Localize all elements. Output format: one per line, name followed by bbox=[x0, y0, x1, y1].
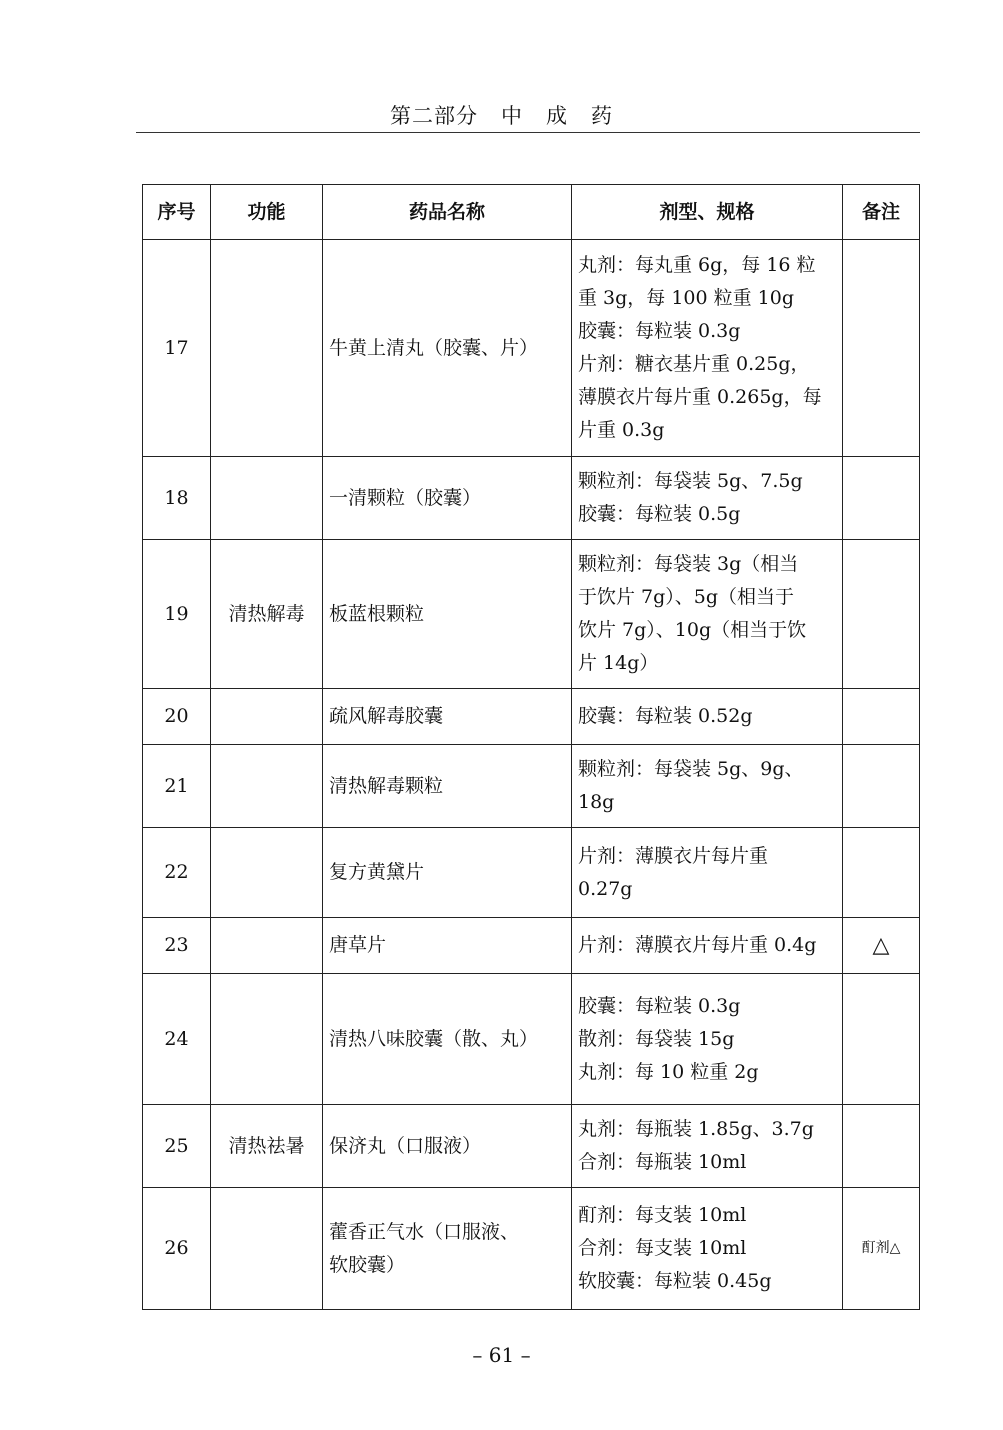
cell-no: 26 bbox=[143, 1188, 211, 1310]
spec-line: 合剂：每瓶装 10ml bbox=[578, 1151, 747, 1173]
column-header-no: 序号 bbox=[143, 185, 211, 240]
spec-line: 胶囊：每粒装 0.52g bbox=[578, 705, 753, 727]
cell-no: 25 bbox=[143, 1105, 211, 1188]
spec-line: 0.27g bbox=[578, 877, 633, 900]
cell-no: 17 bbox=[143, 240, 211, 457]
cell-remarks bbox=[843, 828, 920, 918]
drug-name-line: 保济丸（口服液） bbox=[329, 1134, 482, 1157]
drug-name-line: 复方黄黛片 bbox=[329, 861, 425, 883]
table-row bbox=[143, 974, 920, 1105]
spec-line: 胶囊：每粒装 0.3g bbox=[578, 994, 741, 1017]
spec-line: 胶囊：每粒装 0.5g bbox=[578, 503, 741, 525]
cell-remarks bbox=[843, 457, 920, 540]
drug-name-line: 板蓝根颗粒 bbox=[329, 602, 425, 625]
cell-dosage-spec bbox=[572, 828, 843, 918]
table-row bbox=[143, 1105, 920, 1188]
column-header-dosage-spec: 剂型、规格 bbox=[572, 185, 843, 240]
spec-line: 丸剂：每瓶装 1.85g、3.7g bbox=[578, 1118, 814, 1140]
cell-remarks bbox=[843, 974, 920, 1105]
spec-line: 饮片 7g）、10g（相当于饮 bbox=[578, 619, 807, 641]
table-body bbox=[143, 240, 920, 1310]
cell-function: 清热解毒 bbox=[211, 540, 323, 689]
spec-line: 丸剂：每丸重 6g，每 16 粒 bbox=[578, 254, 816, 276]
cell-no: 24 bbox=[143, 974, 211, 1105]
cell-no: 19 bbox=[143, 540, 211, 689]
cell-drug-name bbox=[323, 1188, 572, 1310]
cell-remarks bbox=[843, 540, 920, 689]
cell-drug-name bbox=[323, 918, 572, 974]
spec-line: 颗粒剂：每袋装 5g、9g、 bbox=[578, 758, 804, 780]
cell-function bbox=[211, 745, 323, 828]
cell-drug-name bbox=[323, 745, 572, 828]
cell-function: 清热祛暑 bbox=[211, 1105, 323, 1188]
cell-drug-name bbox=[323, 457, 572, 540]
cell-drug-name bbox=[323, 1105, 572, 1188]
drug-name-line: 一清颗粒（胶囊） bbox=[329, 486, 482, 509]
cell-dosage-spec bbox=[572, 457, 843, 540]
column-header-drug-name: 药品名称 bbox=[323, 185, 572, 240]
cell-no: 21 bbox=[143, 745, 211, 828]
drug-table bbox=[142, 184, 920, 1310]
drug-name-line: 藿香正气水（口服液、 bbox=[329, 1220, 520, 1243]
cell-drug-name bbox=[323, 689, 572, 745]
cell-dosage-spec bbox=[572, 918, 843, 974]
spec-line: 散剂：每袋装 15g bbox=[578, 1027, 735, 1050]
cell-remarks bbox=[843, 1105, 920, 1188]
spec-line: 胶囊：每粒装 0.3g bbox=[578, 320, 741, 342]
cell-no: 23 bbox=[143, 918, 211, 974]
drug-name-line: 牛黄上清丸（胶囊、片） bbox=[329, 336, 539, 359]
table-row bbox=[143, 689, 920, 745]
cell-drug-name bbox=[323, 974, 572, 1105]
cell-remarks bbox=[843, 689, 920, 745]
cell-function bbox=[211, 974, 323, 1105]
cell-function bbox=[211, 240, 323, 457]
cell-no: 22 bbox=[143, 828, 211, 918]
spec-line: 片 14g） bbox=[578, 652, 659, 674]
cell-function bbox=[211, 918, 323, 974]
cell-remarks: 酊剂△ bbox=[843, 1188, 920, 1310]
spec-line: 片剂：糖衣基片重 0.25g， bbox=[578, 353, 810, 375]
spec-line: 颗粒剂：每袋装 3g（相当 bbox=[578, 553, 799, 575]
spec-line: 合剂：每支装 10ml bbox=[578, 1237, 747, 1259]
spec-line: 软胶囊：每粒装 0.45g bbox=[578, 1270, 772, 1292]
spec-line: 重 3g，每 100 粒重 10g bbox=[578, 287, 795, 309]
cell-no: 18 bbox=[143, 457, 211, 540]
column-header-function: 功能 bbox=[211, 185, 323, 240]
spec-line: 丸剂：每 10 粒重 2g bbox=[578, 1060, 759, 1083]
spec-line: 片剂：薄膜衣片每片重 bbox=[578, 844, 769, 867]
drug-name-line: 清热八味胶囊（散、丸） bbox=[329, 1027, 539, 1050]
table-header-row bbox=[143, 185, 920, 240]
table-row bbox=[143, 828, 920, 918]
column-header-remarks: 备注 bbox=[843, 185, 920, 240]
table-row bbox=[143, 457, 920, 540]
cell-dosage-spec bbox=[572, 540, 843, 689]
table-row bbox=[143, 540, 920, 689]
cell-remarks: △ bbox=[843, 918, 920, 974]
cell-drug-name bbox=[323, 540, 572, 689]
cell-function bbox=[211, 828, 323, 918]
drug-name-line: 清热解毒颗粒 bbox=[329, 774, 444, 797]
table-row bbox=[143, 1188, 920, 1310]
table-row bbox=[143, 240, 920, 457]
cell-dosage-spec bbox=[572, 689, 843, 745]
page-header-title: 第二部分 中 成 药 bbox=[389, 104, 614, 128]
cell-remarks bbox=[843, 745, 920, 828]
cell-dosage-spec bbox=[572, 1105, 843, 1188]
spec-line: 薄膜衣片每片重 0.265g，每 bbox=[578, 386, 822, 408]
table-row bbox=[143, 918, 920, 974]
header-rule bbox=[136, 132, 920, 133]
cell-drug-name bbox=[323, 828, 572, 918]
drug-name-line: 软胶囊） bbox=[329, 1253, 406, 1276]
cell-function bbox=[211, 1188, 323, 1310]
cell-function bbox=[211, 689, 323, 745]
cell-remarks bbox=[843, 240, 920, 457]
spec-line: 颗粒剂：每袋装 5g、7.5g bbox=[578, 470, 803, 492]
cell-function bbox=[211, 457, 323, 540]
drug-name-line: 唐草片 bbox=[329, 934, 387, 956]
cell-dosage-spec bbox=[572, 1188, 843, 1310]
cell-drug-name bbox=[323, 240, 572, 457]
page-number: – 61 – bbox=[472, 1343, 531, 1367]
spec-line: 酊剂：每支装 10ml bbox=[578, 1204, 747, 1226]
cell-dosage-spec bbox=[572, 974, 843, 1105]
table-row bbox=[143, 745, 920, 828]
spec-line: 18g bbox=[578, 791, 615, 813]
spec-line: 片重 0.3g bbox=[578, 419, 665, 441]
spec-line: 于饮片 7g）、5g（相当于 bbox=[578, 586, 795, 608]
cell-dosage-spec bbox=[572, 745, 843, 828]
drug-name-line: 疏风解毒胶囊 bbox=[329, 705, 444, 727]
cell-dosage-spec bbox=[572, 240, 843, 457]
spec-line: 片剂：薄膜衣片每片重 0.4g bbox=[578, 934, 817, 956]
cell-no: 20 bbox=[143, 689, 211, 745]
